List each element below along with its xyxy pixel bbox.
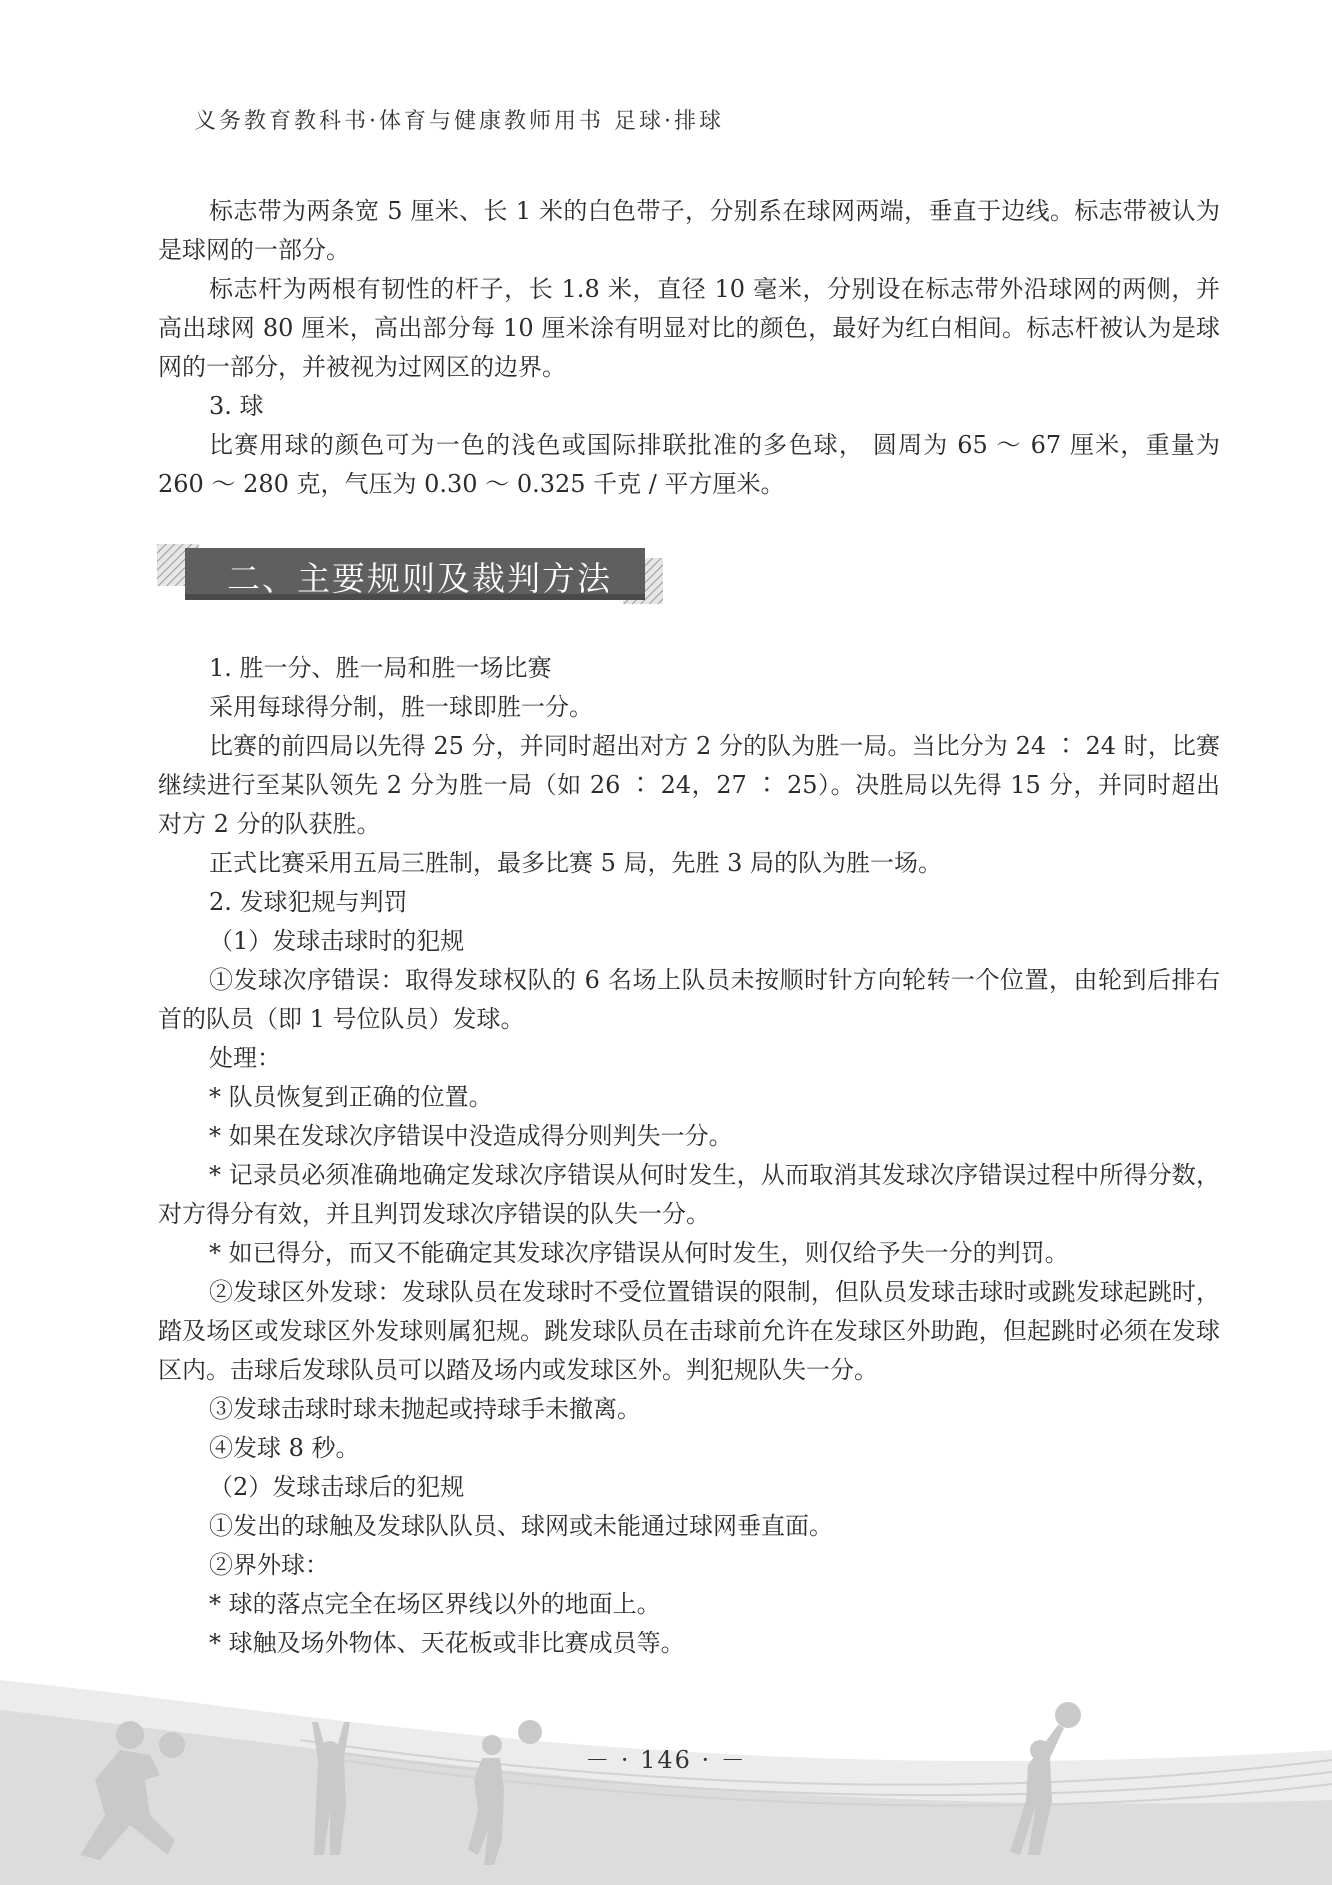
rules-section — [158, 649, 1220, 1663]
list-item: * 如果在发球次序错误中没造成得分则判失一分。 — [209, 1122, 733, 1150]
subheading: 2. 发球犯规与判罚 — [209, 888, 408, 916]
list-item: * 球触及场外物体、天花板或非比赛成员等。 — [209, 1629, 685, 1657]
list-item: * 记录员必须准确地确定发球次序错误从何时发生，从而取消其发球次序错误过程中所得分数，对方得分有效，并且判罚发球次序错误的队失一分。 — [158, 1161, 1220, 1228]
section-title: 二、主要规则及裁判方法 — [227, 559, 612, 598]
subheading: （1）发球击球时的犯规 — [209, 927, 465, 955]
section-heading-banner — [157, 544, 665, 606]
list-item: * 队员恢复到正确的位置。 — [209, 1083, 493, 1111]
paragraph: 采用每球得分制，胜一球即胜一分。 — [209, 693, 593, 721]
paragraph: 正式比赛采用五局三胜制，最多比赛 5 局，先胜 3 局的队为胜一场。 — [209, 849, 943, 877]
paragraph: 标志杆为两根有韧性的杆子，长 1.8 米，直径 10 毫米，分别设在标志带外沿球网的两侧，并高出球网 80 厘米，高出部分每 10 厘米涂有明显对比的颜色，最好为红白相间。标志杆被认为是球网的一部分，并被视为过网区的边界。 — [158, 275, 1220, 381]
paragraph: 比赛的前四局以先得 25 分，并同时超出对方 2 分的队为胜一局。当比分为 24 ∶ 24 时，比赛继续进行至某队领先 2 分为胜一局（如 26 ∶ 24，27 ∶ 25）。决胜局以先得 15 分，并同时超出对方 2 分的队获胜。 — [158, 732, 1220, 838]
paragraph: 处理： — [209, 1044, 281, 1072]
subheading: 3. 球 — [209, 392, 264, 420]
paragraph: 标志带为两条宽 5 厘米、长 1 米的白色带子，分别系在球网两端，垂直于边线。标志带被认为是球网的一部分。 — [158, 197, 1220, 264]
paragraph: ①发球次序错误：取得发球权队的 6 名场上队员未按顺时针方向轮转一个位置，由轮到后排右首的队员（即 1 号位队员）发球。 — [158, 966, 1220, 1033]
subheading: （2）发球击球后的犯规 — [209, 1473, 465, 1501]
paragraph: ②发球区外发球：发球队员在发球时不受位置错误的限制，但队员发球击球时或跳发球起跳时，踏及场区或发球区外发球则属犯规。跳发球队员在击球前允许在发球区外助跑，但起跳时必须在发球区内。击球后发球队员可以踏及场内或发球区外。判犯规队失一分。 — [158, 1278, 1220, 1384]
subheading: 1. 胜一分、胜一局和胜一场比赛 — [209, 654, 552, 682]
list-item: * 如已得分，而又不能确定其发球次序错误从何时发生，则仅给予失一分的判罚。 — [209, 1239, 1069, 1267]
list-item: * 球的落点完全在场区界线以外的地面上。 — [209, 1590, 661, 1618]
paragraph: ④发球 8 秒。 — [209, 1434, 360, 1462]
running-header: 义务教育教科书·体育与健康教师用书 足球·排球 — [194, 109, 724, 134]
paragraph: ②界外球： — [209, 1551, 329, 1579]
paragraph: ③发球击球时球未抛起或持球手未撤离。 — [209, 1395, 641, 1423]
intro-section — [158, 192, 1220, 504]
page-number: － · 146 · － — [585, 1746, 747, 1774]
paragraph: 比赛用球的颜色可为一色的浅色或国际排联批准的多色球， 圆周为 65 ～ 67 厘米，重量为 260 ～ 280 克，气压为 0.30 ～ 0.325 千克 / 平方厘米。 — [158, 431, 1220, 498]
paragraph: ①发出的球触及发球队队员、球网或未能通过球网垂直面。 — [209, 1512, 833, 1540]
